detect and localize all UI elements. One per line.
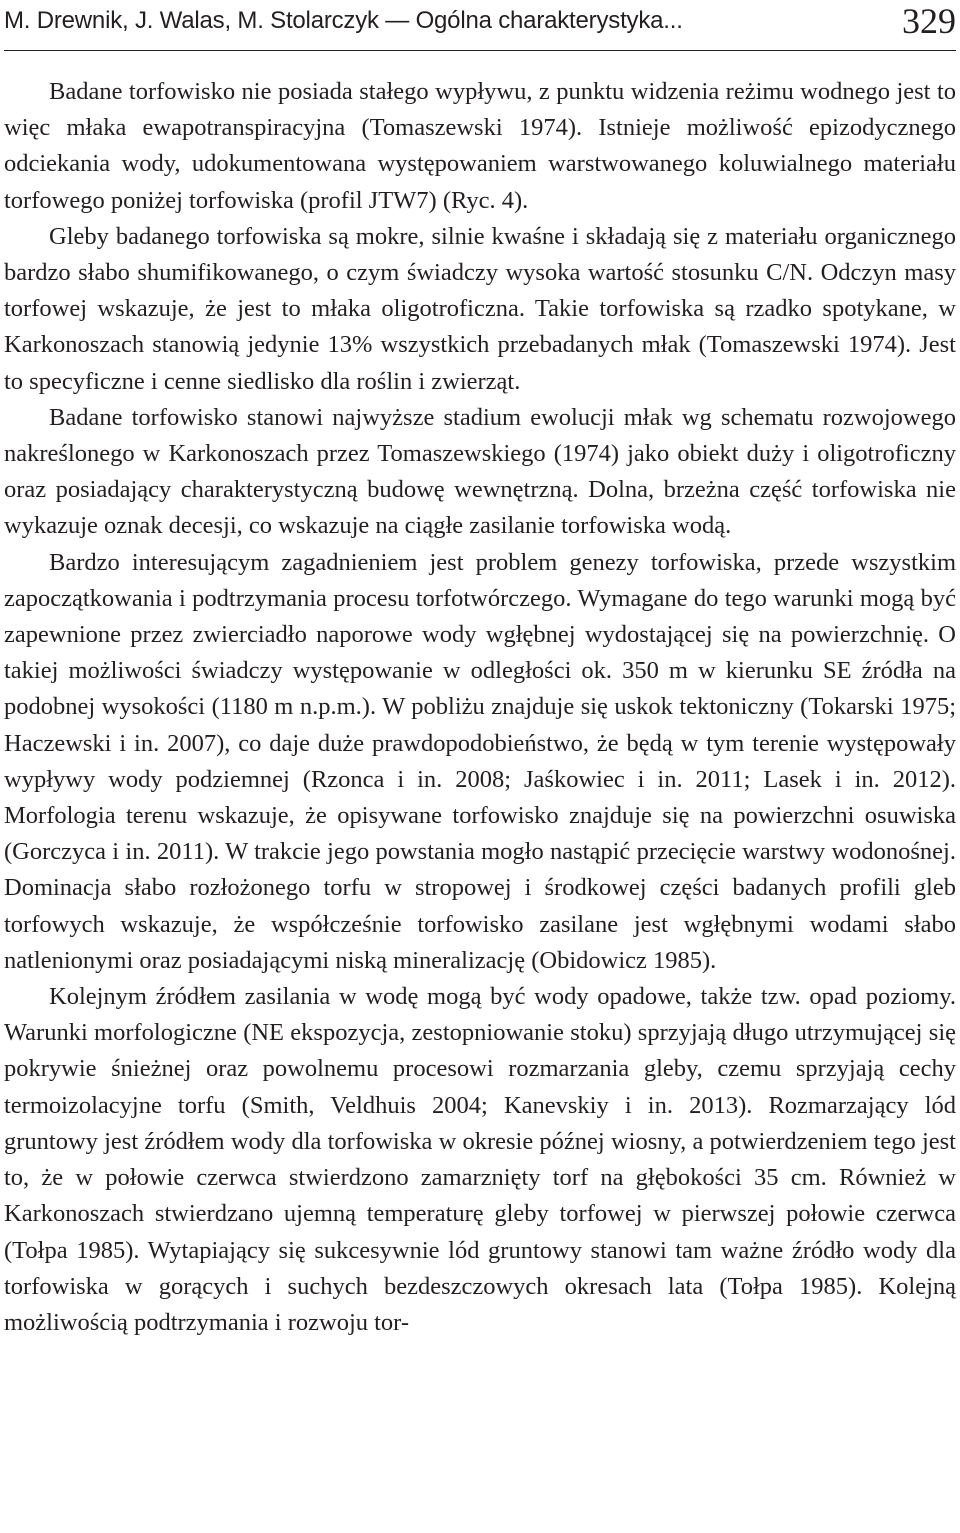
running-head-title: M. Drewnik, J. Walas, M. Stolarczyk — Ogólna charakterystyka... [4,7,683,34]
running-header [4,0,956,51]
paragraph: Badane torfowisko nie posiada stałego wypływu, z punktu widzenia reżimu wodnego jest to więc młaka ewapotranspiracyjna (Tomaszewski 1974). Istnieje możliwość epizodycznego odciekania wody, udokumentowana występowaniem warstwowanego koluwialnego materiału torfowego poniżej torfowiska (profil JTW7) (Ryc. 4). [4,78,956,214]
paragraph: Kolejnym źródłem zasilania w wodę mogą być wody opadowe, także tzw. opad poziomy. Warunki morfologiczne (NE ekspozycja, zestopniowanie stoku) sprzyjają długo utrzymującej się pokrywie śnieżnej oraz powolnemu procesowi rozmarzania gleby, czemu sprzyjają cechy termoizolacyjne torfu (Smith, Veldhuis 2004; Kanevskiy i in. 2013). Rozmarzający lód gruntowy jest źródłem wody dla torfowiska w okresie późnej wiosny, a potwierdzeniem tego jest to, że w połowie czerwca stwierdzono zamarznięty torf na głębokości 35 cm. Również w Karkonoszach stwierdzano ujemną temperaturę gleby torfowej w pierwszej połowie czerwca (Tołpa 1985). Wytapiający się sukcesywnie lód gruntowy stanowi tam ważne źródło wody dla torfowiska w gorących i suchych bezdeszczowych okresach lata (Tołpa 1985). Kolejną możliwością podtrzymania i rozwoju tor- [4,983,956,1336]
paragraph: Badane torfowisko stanowi najwyższe stadium ewolucji młak wg schematu rozwojowego nakreślonego w Karkonoszach przez Tomaszewskiego (1974) jako obiekt duży i oligotroficzny oraz posiadający charakterystyczną budowę wewnętrzną. Dolna, brzeżna część torfowiska nie wykazuje oznak decesji, co wskazuje na ciągłe zasilanie torfowiska wodą. [4,403,956,540]
article-body [4,74,956,1341]
paragraph: Gleby badanego torfowiska są mokre, silnie kwaśne i składają się z materiału organicznego bardzo słabo shumifikowanego, o czym świadczy wysoka wartość stosunku C/N. Odczyn masy torfowej wskazuje, że jest to młaka oligotroficzna. Takie torfowiska są rzadko spotykane, w Karkonoszach stanowią jedynie 13% wszystkich przebadanych młak (Tomaszewski 1974). Jest to specyficzne i cenne siedlisko dla roślin i zwierząt. [4,222,956,395]
paragraph: Bardzo interesującym zagadnieniem jest problem genezy torfowiska, przede wszystkim zapoczątkowania i podtrzymania procesu torfotwórczego. Wymagane do tego warunki mogą być zapewnione przez zwierciadło naporowe wody wgłębnej wydostającej się na powierzchnię. O takiej możliwości świadczy występowanie w odległości ok. 350 m w kierunku SE źródła na podobnej wysokości (1180 m n.p.m.). W pobliżu znajduje się uskok tektoniczny (Tokarski 1975; Haczewski i in. 2007), co daje duże prawdopodobieństwo, że będą w tym terenie występowały wypływy wody podziemnej (Rzonca i in. 2008; Jaśkowiec i in. 2011; Lasek i in. 2012). Morfologia terenu wskazuje, że opisywane torfowisko znajduje się na powierzchni osuwiska (Gorczyca i in. 2011). W trakcie jego powstania mogło nastąpić przecięcie warstwy wodonośnej. Dominacja słabo rozłożonego torfu w stropowej i środkowej części badanych profili gleb torfowych wskazuje, że współcześnie torfowisko zasilane jest wgłębnymi wodami słabo natlenionymi oraz posiadającymi niską mineralizację (Obidowicz 1985). [4,548,956,974]
page-number: 329 [902,1,956,41]
